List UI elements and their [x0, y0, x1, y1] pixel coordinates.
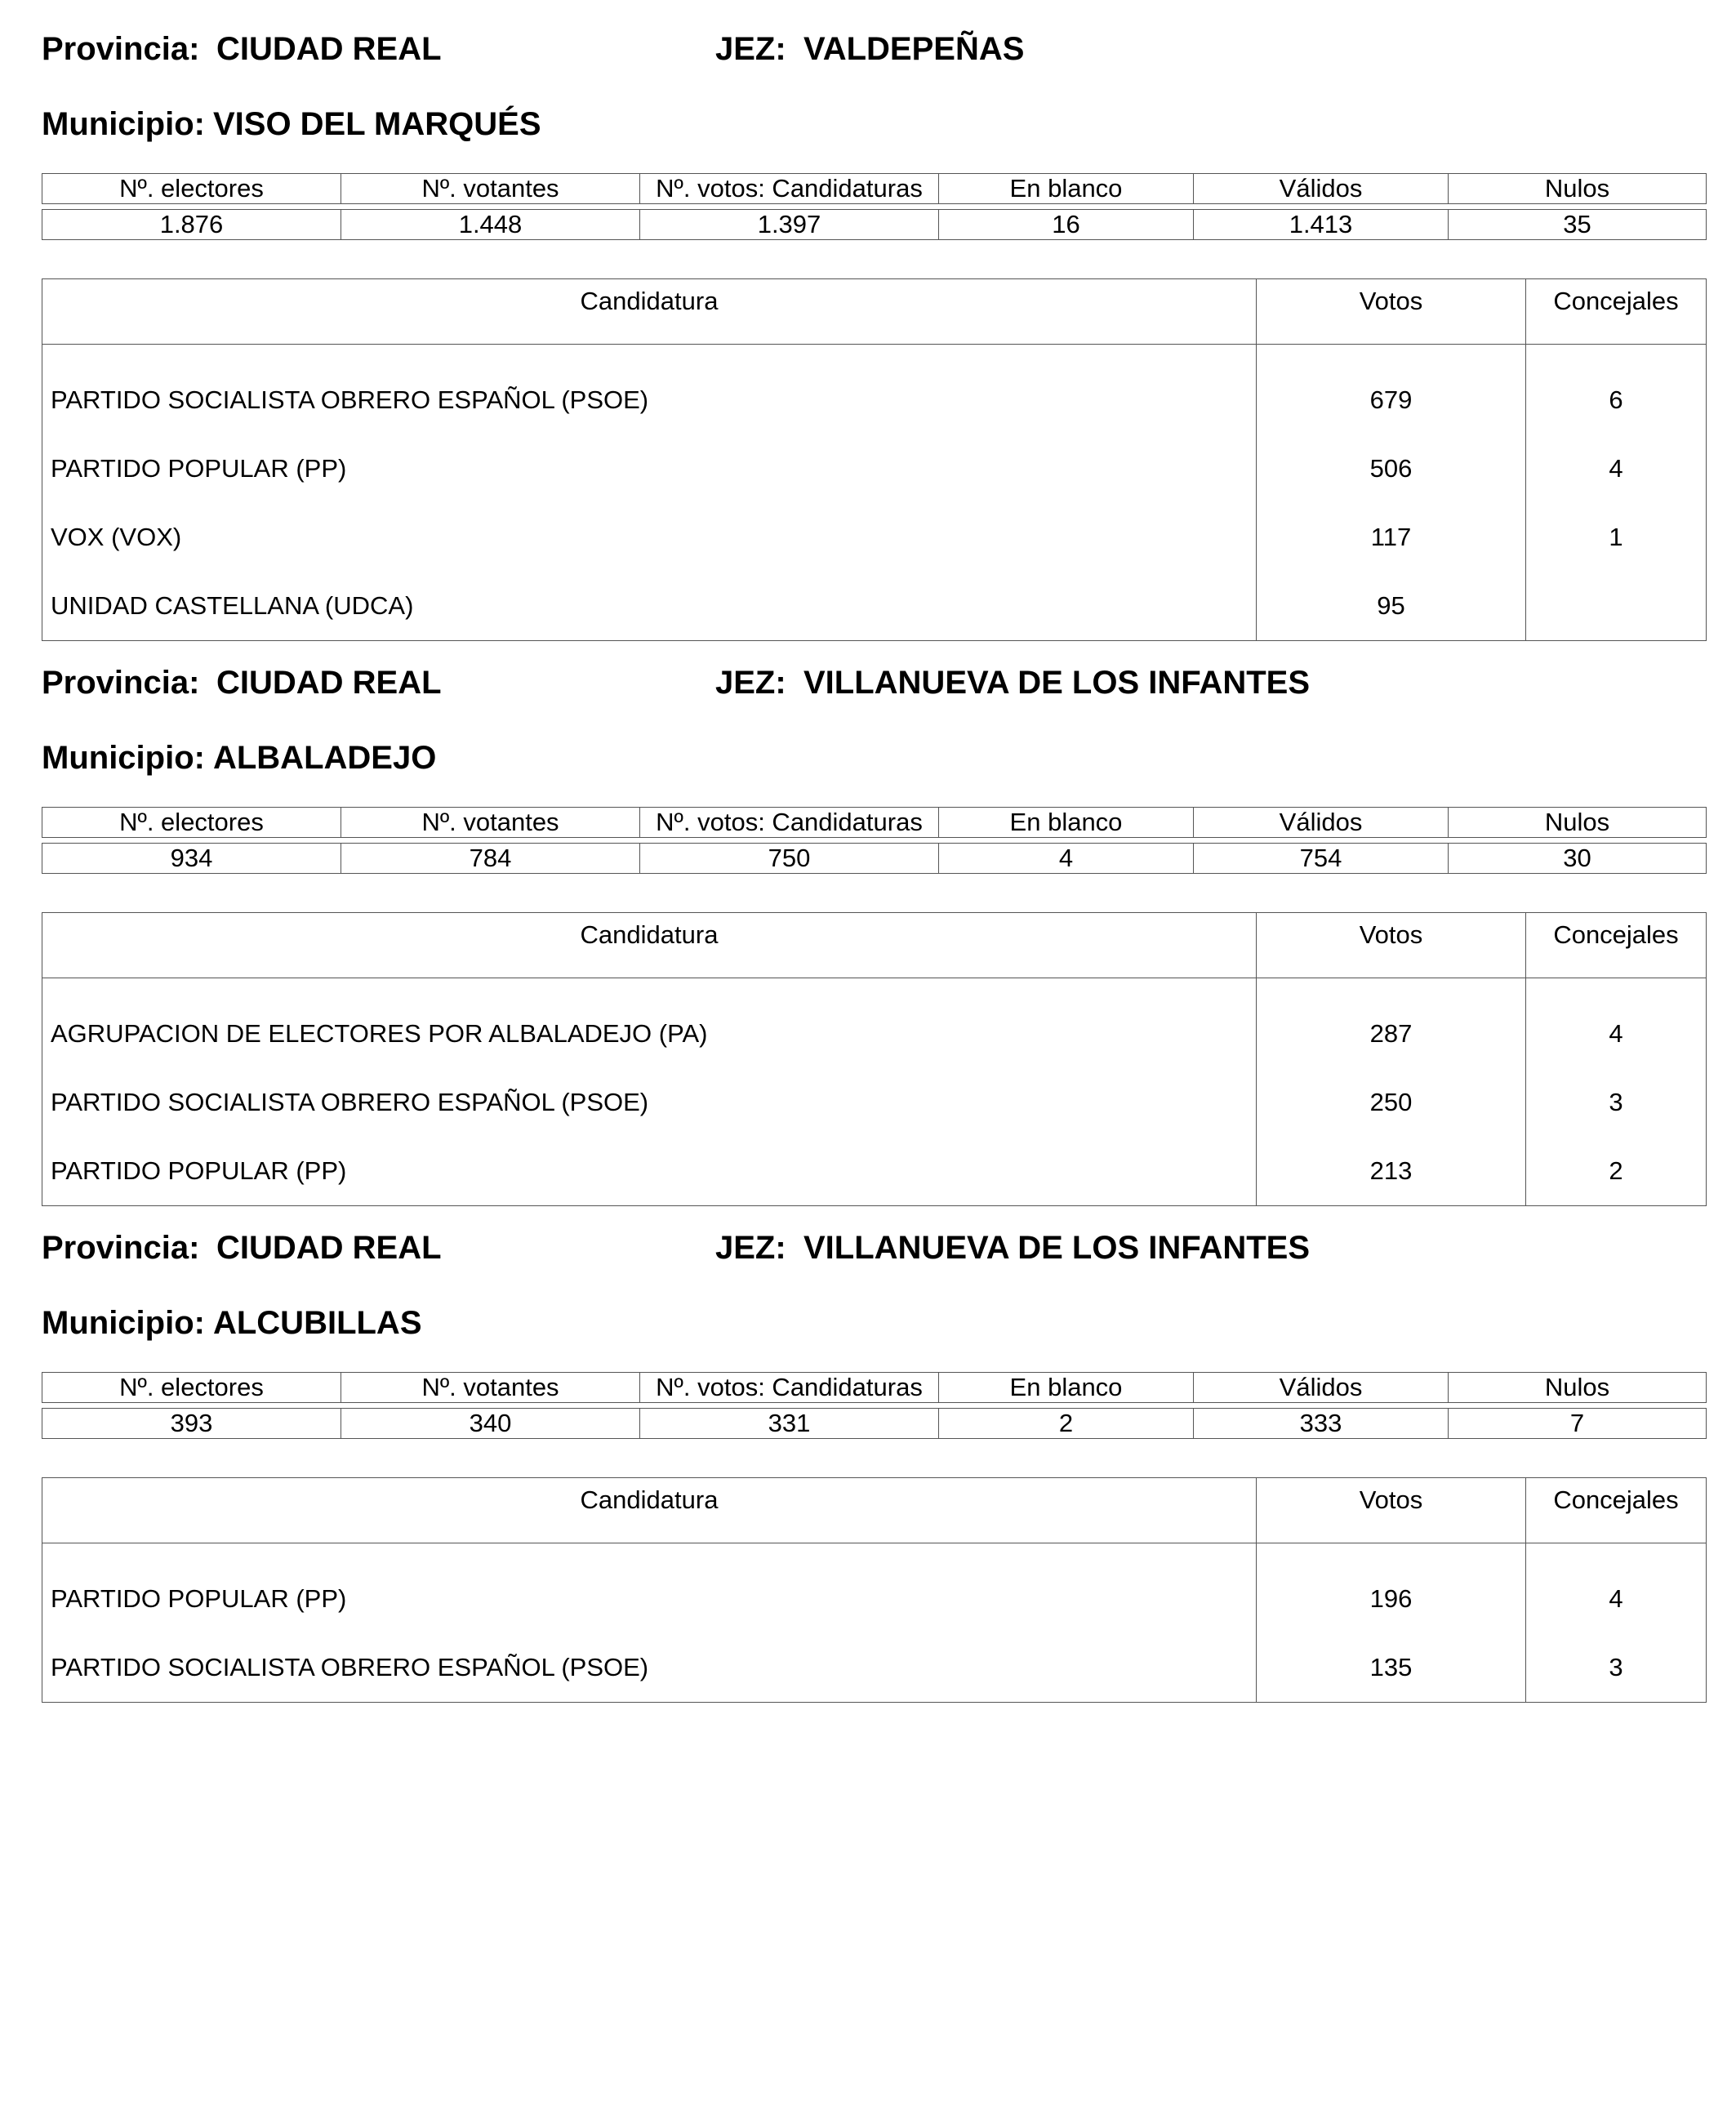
provincia-value: CIUDAD REAL [216, 1230, 442, 1266]
stats-value-cell: 333 [1194, 1409, 1449, 1439]
concejales-header: Concejales [1526, 279, 1707, 345]
stats-value-cell: 1.876 [42, 210, 341, 240]
provincia-jez-row [42, 24, 1716, 73]
jez-value: VALDEPEÑAS [803, 31, 1025, 67]
candidatura-name: PARTIDO POPULAR (PP) [51, 1156, 347, 1185]
candidatura-row [42, 345, 1707, 435]
candidatura-concejales: 3 [1609, 1653, 1623, 1681]
jez-label: JEZ: [715, 665, 786, 701]
stats-value-cell: 393 [42, 1409, 341, 1439]
candidaturas-header-row [42, 1478, 1707, 1543]
stats-value-cell: 331 [640, 1409, 939, 1439]
stats-value-cell: 750 [640, 844, 939, 874]
provincia-jez-row [42, 658, 1716, 707]
municipio-value: VISO DEL MARQUÉS [212, 106, 541, 142]
candidatura-name: UNIDAD CASTELLANA (UDCA) [51, 591, 414, 620]
candidaturas-table [42, 912, 1707, 1206]
stats-header-cell: Válidos [1194, 174, 1449, 204]
candidatura-name: PARTIDO POPULAR (PP) [51, 454, 347, 483]
stats-value-cell: 340 [341, 1409, 640, 1439]
candidatura-row [42, 572, 1707, 641]
stats-value-row [42, 210, 1707, 240]
candidatura-name: PARTIDO POPULAR (PP) [51, 1584, 347, 1613]
stats-value-cell: 30 [1449, 844, 1707, 874]
stats-value-cell: 1.413 [1194, 210, 1449, 240]
concejales-header: Concejales [1526, 1478, 1707, 1543]
candidatura-row [42, 1137, 1707, 1206]
stats-table [42, 173, 1707, 240]
stats-header-cell: Válidos [1194, 1373, 1449, 1403]
candidatura-row [42, 1633, 1707, 1703]
stats-header-cell: Nº. electores [42, 808, 341, 838]
stats-header-cell: Nulos [1449, 174, 1707, 204]
candidaturas-header-row [42, 279, 1707, 345]
stats-header-row [42, 174, 1707, 204]
municipio-row [42, 733, 436, 782]
votos-header: Votos [1257, 279, 1526, 345]
stats-value-cell: 934 [42, 844, 341, 874]
stats-header-cell: Nº. votantes [341, 1373, 640, 1403]
candidatura-votos: 287 [1257, 978, 1526, 1069]
stats-header-cell: Nº. votantes [341, 808, 640, 838]
votos-header: Votos [1257, 1478, 1526, 1543]
candidatura-concejales: 6 [1609, 385, 1623, 414]
candidatura-votos: 506 [1257, 434, 1526, 503]
municipio-block [0, 0, 1736, 620]
candidatura-concejales: 3 [1609, 1088, 1623, 1116]
stats-header-cell: En blanco [939, 1373, 1194, 1403]
candidatura-name: VOX (VOX) [51, 523, 182, 551]
stats-table [42, 807, 1707, 874]
candidatura-header: Candidatura [42, 913, 1257, 978]
candidatura-votos: 95 [1257, 572, 1526, 641]
candidaturas-table [42, 278, 1707, 641]
candidatura-votos: 250 [1257, 1068, 1526, 1137]
candidatura-name: PARTIDO SOCIALISTA OBRERO ESPAÑOL (PSOE) [51, 1088, 649, 1116]
municipio-label: Municipio: [42, 740, 205, 776]
candidatura-votos: 196 [1257, 1543, 1526, 1634]
candidatura-row [42, 1068, 1707, 1137]
municipio-row [42, 100, 541, 149]
municipio-block [0, 1199, 1736, 1681]
candidatura-concejales: 4 [1609, 454, 1623, 483]
stats-value-cell: 1.397 [640, 210, 939, 240]
candidatura-row [42, 434, 1707, 503]
candidatura-header: Candidatura [42, 279, 1257, 345]
stats-header-cell: Nº. votos: Candidaturas [640, 808, 939, 838]
stats-value-row [42, 844, 1707, 874]
jez-label: JEZ: [715, 31, 786, 67]
candidatura-concejales [1526, 572, 1707, 641]
candidatura-votos: 117 [1257, 503, 1526, 572]
jez-value: VILLANUEVA DE LOS INFANTES [803, 1230, 1311, 1266]
candidatura-row [42, 978, 1707, 1069]
candidatura-votos: 679 [1257, 345, 1526, 435]
stats-header-cell: En blanco [939, 808, 1194, 838]
stats-value-row [42, 1409, 1707, 1439]
stats-header-cell: En blanco [939, 174, 1194, 204]
stats-header-cell: Nulos [1449, 1373, 1707, 1403]
candidatura-row [42, 1543, 1707, 1634]
candidatura-header: Candidatura [42, 1478, 1257, 1543]
candidatura-name: PARTIDO SOCIALISTA OBRERO ESPAÑOL (PSOE) [51, 385, 649, 414]
stats-value-cell: 754 [1194, 844, 1449, 874]
candidatura-concejales: 2 [1609, 1156, 1623, 1185]
stats-header-row [42, 808, 1707, 838]
stats-header-row [42, 1373, 1707, 1403]
municipio-row [42, 1298, 422, 1347]
jez-label: JEZ: [715, 1230, 786, 1266]
stats-value-cell: 7 [1449, 1409, 1707, 1439]
municipio-value: ALBALADEJO [212, 740, 437, 776]
stats-header-cell: Nulos [1449, 808, 1707, 838]
stats-value-cell: 784 [341, 844, 640, 874]
candidatura-row [42, 503, 1707, 572]
candidatura-concejales: 4 [1609, 1019, 1623, 1048]
stats-header-cell: Nº. votantes [341, 174, 640, 204]
stats-value-cell: 1.448 [341, 210, 640, 240]
stats-value-cell: 35 [1449, 210, 1707, 240]
candidatura-concejales: 1 [1609, 523, 1623, 551]
provincia-label: Provincia: [42, 665, 200, 701]
stats-header-cell: Nº. electores [42, 174, 341, 204]
candidatura-concejales: 4 [1609, 1584, 1623, 1613]
municipio-label: Municipio: [42, 106, 205, 142]
concejales-header: Concejales [1526, 913, 1707, 978]
municipio-block [0, 634, 1736, 1185]
candidatura-votos: 135 [1257, 1633, 1526, 1703]
jez-value: VILLANUEVA DE LOS INFANTES [803, 665, 1311, 701]
provincia-label: Provincia: [42, 31, 200, 67]
stats-value-cell: 4 [939, 844, 1194, 874]
provincia-label: Provincia: [42, 1230, 200, 1266]
stats-header-cell: Nº. votos: Candidaturas [640, 174, 939, 204]
municipio-value: ALCUBILLAS [212, 1305, 422, 1341]
provincia-value: CIUDAD REAL [216, 665, 442, 701]
stats-value-cell: 16 [939, 210, 1194, 240]
stats-header-cell: Nº. votos: Candidaturas [640, 1373, 939, 1403]
stats-table [42, 1372, 1707, 1439]
provincia-jez-row [42, 1223, 1716, 1272]
stats-value-cell: 2 [939, 1409, 1194, 1439]
stats-header-cell: Nº. electores [42, 1373, 341, 1403]
candidatura-name: PARTIDO SOCIALISTA OBRERO ESPAÑOL (PSOE) [51, 1653, 649, 1681]
candidaturas-header-row [42, 913, 1707, 978]
candidatura-votos: 213 [1257, 1137, 1526, 1206]
candidaturas-table [42, 1477, 1707, 1703]
candidatura-name: AGRUPACION DE ELECTORES POR ALBALADEJO (PA) [51, 1019, 708, 1048]
provincia-value: CIUDAD REAL [216, 31, 442, 67]
votos-header: Votos [1257, 913, 1526, 978]
stats-header-cell: Válidos [1194, 808, 1449, 838]
municipio-label: Municipio: [42, 1305, 205, 1341]
